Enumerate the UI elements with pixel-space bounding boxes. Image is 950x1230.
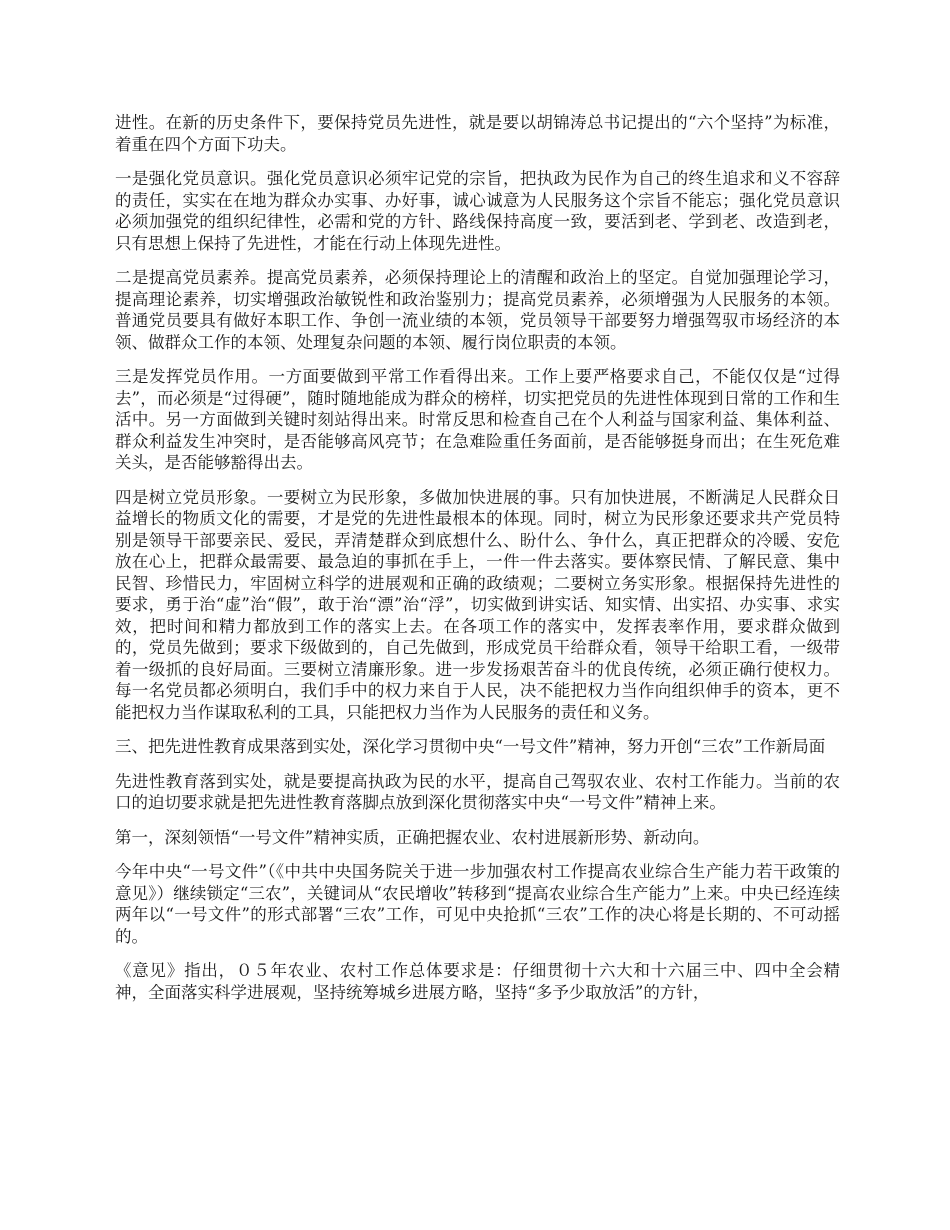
paragraph: 二是提高党员素养。提高党员素养，必须保持理论上的清醒和政治上的坚定。自觉加强理论学习，提高理论素养，切实增强政治敏锐性和政治鉴别力；提高党员素养，必须增强为人民服务的本领。普通党员要具有做好本职工作、争创一流业绩的本领，党员领导干部要努力增强驾驭市场经济的本领、做群众工作的本领、处理复杂问题的本领、履行岗位职责的本领。 [115,268,840,352]
paragraph: 《意见》指出，０５年农业、农村工作总体要求是：仔细贯彻十六大和十六届三中、四中全会精神，全面落实科学进展观，坚持统筹城乡进展方略，坚持“多予少取放活”的方针， [115,961,840,1002]
document-page [115,112,840,1016]
paragraph: 第一，深刻领悟“一号文件”精神实质，正确把握农业、农村进展新形势、新动向。 [115,827,710,847]
section-heading: 三、把先进性教育成果落到实处，深化学习贯彻中央“一号文件”精神，努力开创“三农”工作新局面 [115,737,826,756]
paragraph: 三是发挥党员作用。一方面要做到平常工作看得出来。工作上要严格要求自己，不能仅仅是“过得去”，而必须是“过得硬”，随时随地能成为群众的榜样，切实把党员的先进性体现到日常的工作和生活中。另一方面做到关键时刻站得出来。时常反思和检查自己在个人利益与国家利益、集体利益、群众利益发生冲突时，是否能够高风亮节；在急难险重任务面前，是否能够挺身而出；在生死危难关头，是否能够豁得出去。 [115,367,840,472]
paragraph: 一是强化党员意识。强化党员意识必须牢记党的宗旨，把执政为民作为自己的终生追求和义不容辞的责任，实实在在地为群众办实事、办好事，诚心诚意为人民服务这个宗旨不能忘；强化党员意识必须加强党的组织纪律性，必需和党的方针、路线保持高度一致，要活到老、学到老、改造到老，只有思想上保持了先进性，才能在行动上体现先进性。 [115,169,840,253]
paragraph: 先进性教育落到实处，就是要提高执政为民的水平，提高自己驾驭农业、农村工作能力。当前的农口的迫切要求就是把先进性教育落脚点放到深化贯彻落实中央“一号文件”精神上来。 [115,771,840,812]
paragraph: 今年中央“一号文件”（《中共中央国务院关于进一步加强农村工作提高农业综合生产能力若干政策的意见》）继续锁定“三农”，关键词从“农民增收”转移到“提高农业综合生产能力”上来。中央已经连续两年以“一号文件”的形式部署“三农”工作，可见中央抢抓“三农”工作的决心将是长期的、不可动摇的。 [115,862,840,946]
paragraph: 四是树立党员形象。一要树立为民形象，多做加快进展的事。只有加快进展，不断满足人民群众日益增长的物质文化的需要，才是党的先进性最根本的体现。同时，树立为民形象还要求共产党员特别是领导干部要亲民、爱民，弄清楚群众到底想什么、盼什么、争什么，真正把群众的冷暖、安危放在心上，把群众最需要、最急迫的事抓在手上，一件一件去落实。要体察民情、了解民意、集中民智、珍惜民力，牢固树立科学的进展观和正确的政绩观；二要树立务实形象。根据保持先进性的要求，勇于治“虚”治“假”，敢于治“漂”治“浮”，切实做到讲实话、知实情、出实招、办实事、求实效，把时间和精力都放到工作的落实上去。在各项工作的落实中，发挥表率作用，要求群众做到的，党员先做到；要求下级做到的，自己先做到，形成党员干给群众看，领导干给职工看，一级带着一级抓的良好局面。三要树立清廉形象。进一步发扬艰苦奋斗的优良传统，必须正确行使权力。每一名党员都必须明白，我们手中的权力来自于人民，决不能把权力当作向组织伸手的资本，更不能把权力当作谋取私利的工具，只能把权力当作为人民服务的责任和义务。 [115,487,840,722]
paragraph: 进性。在新的历史条件下，要保持党员先进性，就是要以胡锦涛总书记提出的“六个坚持”为标准，着重在四个方面下功夫。 [115,113,840,154]
